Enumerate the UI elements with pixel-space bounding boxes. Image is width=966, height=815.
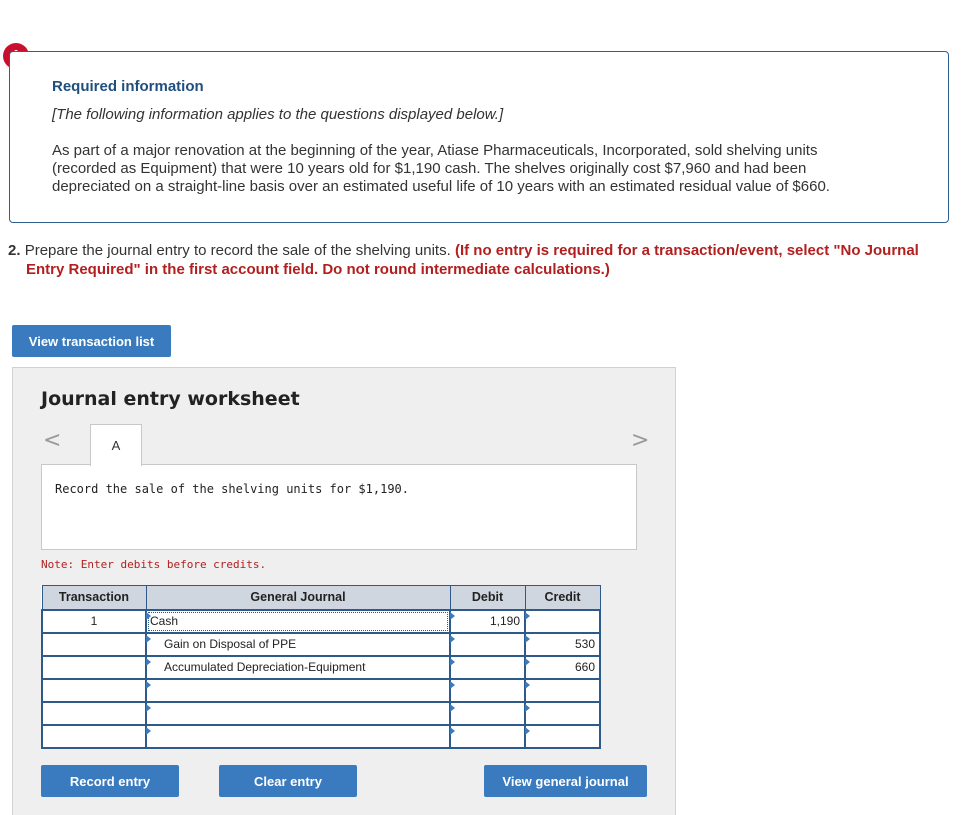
debits-note: Note: Enter debits before credits. <box>41 558 267 571</box>
dropdown-marker-icon <box>525 658 530 666</box>
required-information-box <box>9 51 949 223</box>
dropdown-marker-icon <box>450 704 455 712</box>
transaction-cell <box>42 702 146 725</box>
question-prompt <box>8 241 958 279</box>
account-select[interactable] <box>146 656 450 679</box>
worksheet-title: Journal entry worksheet <box>41 388 300 410</box>
question-hint-2: Entry Required" in the first account field. Do not round intermediate calculations.) <box>26 261 610 278</box>
table-row <box>42 725 600 748</box>
header-credit: Credit <box>525 586 600 610</box>
question-text: Prepare the journal entry to record the sale of the shelving units. <box>24 242 451 259</box>
credit-input[interactable] <box>525 725 600 748</box>
debit-input[interactable] <box>450 656 525 679</box>
account-select[interactable] <box>146 702 450 725</box>
transaction-cell <box>42 656 146 679</box>
credit-input[interactable] <box>525 633 600 656</box>
journal-header-row <box>42 586 600 610</box>
table-row <box>42 679 600 702</box>
credit-input[interactable] <box>525 679 600 702</box>
debit-input[interactable] <box>450 702 525 725</box>
dropdown-marker-icon <box>450 727 455 735</box>
debit-input[interactable] <box>450 725 525 748</box>
info-title: Required information <box>52 78 204 95</box>
header-transaction: Transaction <box>42 586 146 610</box>
dropdown-marker-icon <box>525 727 530 735</box>
credit-input[interactable] <box>525 656 600 679</box>
account-value: Cash <box>150 614 179 628</box>
account-select[interactable] <box>146 610 450 633</box>
view-general-journal-button[interactable]: View general journal <box>484 765 647 797</box>
table-row <box>42 610 600 633</box>
credit-value: 660 <box>574 660 595 674</box>
clear-entry-button[interactable]: Clear entry <box>219 765 357 797</box>
table-row <box>42 702 600 725</box>
info-subtitle: [The following information applies to the questions displayed below.] <box>52 106 504 123</box>
account-select[interactable] <box>146 633 450 656</box>
dropdown-marker-icon <box>525 704 530 712</box>
tab-a[interactable]: A <box>90 424 142 466</box>
account-value: Accumulated Depreciation-Equipment <box>164 660 366 674</box>
transaction-cell <box>42 633 146 656</box>
debit-input[interactable] <box>450 633 525 656</box>
transaction-description-box <box>41 464 637 550</box>
table-row <box>42 656 600 679</box>
dropdown-marker-icon <box>146 612 151 620</box>
dropdown-marker-icon <box>146 727 151 735</box>
chevron-right-icon[interactable]: > <box>631 428 650 453</box>
view-transaction-list-button[interactable]: View transaction list <box>12 325 171 357</box>
dropdown-marker-icon <box>450 658 455 666</box>
question-hint-1: (If no entry is required for a transaction/event, select "No Journal <box>454 242 919 259</box>
dropdown-marker-icon <box>525 681 530 689</box>
dropdown-marker-icon <box>525 612 530 620</box>
dropdown-marker-icon <box>450 681 455 689</box>
transaction-cell: 1 <box>42 610 146 633</box>
chevron-left-icon[interactable]: < <box>43 428 62 453</box>
question-number: 2. <box>8 242 21 259</box>
debit-input[interactable] <box>450 679 525 702</box>
dropdown-marker-icon <box>146 635 151 643</box>
dropdown-marker-icon <box>146 681 151 689</box>
header-debit: Debit <box>450 586 525 610</box>
dropdown-marker-icon <box>450 635 455 643</box>
table-row <box>42 633 600 656</box>
dropdown-marker-icon <box>146 658 151 666</box>
debit-input[interactable] <box>450 610 525 633</box>
debit-value: 1,190 <box>489 614 520 628</box>
transaction-description: Record the sale of the shelving units for $1,190. <box>55 482 410 496</box>
transaction-cell <box>42 679 146 702</box>
header-general-journal: General Journal <box>146 586 450 610</box>
dropdown-marker-icon <box>525 635 530 643</box>
credit-value: 530 <box>574 637 595 651</box>
account-select[interactable] <box>146 725 450 748</box>
transaction-cell <box>42 725 146 748</box>
account-select[interactable] <box>146 679 450 702</box>
dropdown-marker-icon <box>450 612 455 620</box>
account-value: Gain on Disposal of PPE <box>164 637 297 651</box>
record-entry-button[interactable]: Record entry <box>41 765 179 797</box>
credit-input[interactable] <box>525 702 600 725</box>
journal-table <box>41 585 601 749</box>
journal-entry-worksheet <box>12 367 676 815</box>
credit-input[interactable] <box>525 610 600 633</box>
dropdown-marker-icon <box>146 704 151 712</box>
info-body: As part of a major renovation at the beginning of the year, Atiase Pharmaceuticals, Incorporated, sold shelving units (recorded as Equipment) that were 10 years old for $1,190 cash. The shelves originally cost $7,960 and had been depreciated on a straight-line basis over an estimated useful life of 10 years with an estimated residual value of $660. <box>52 142 830 195</box>
